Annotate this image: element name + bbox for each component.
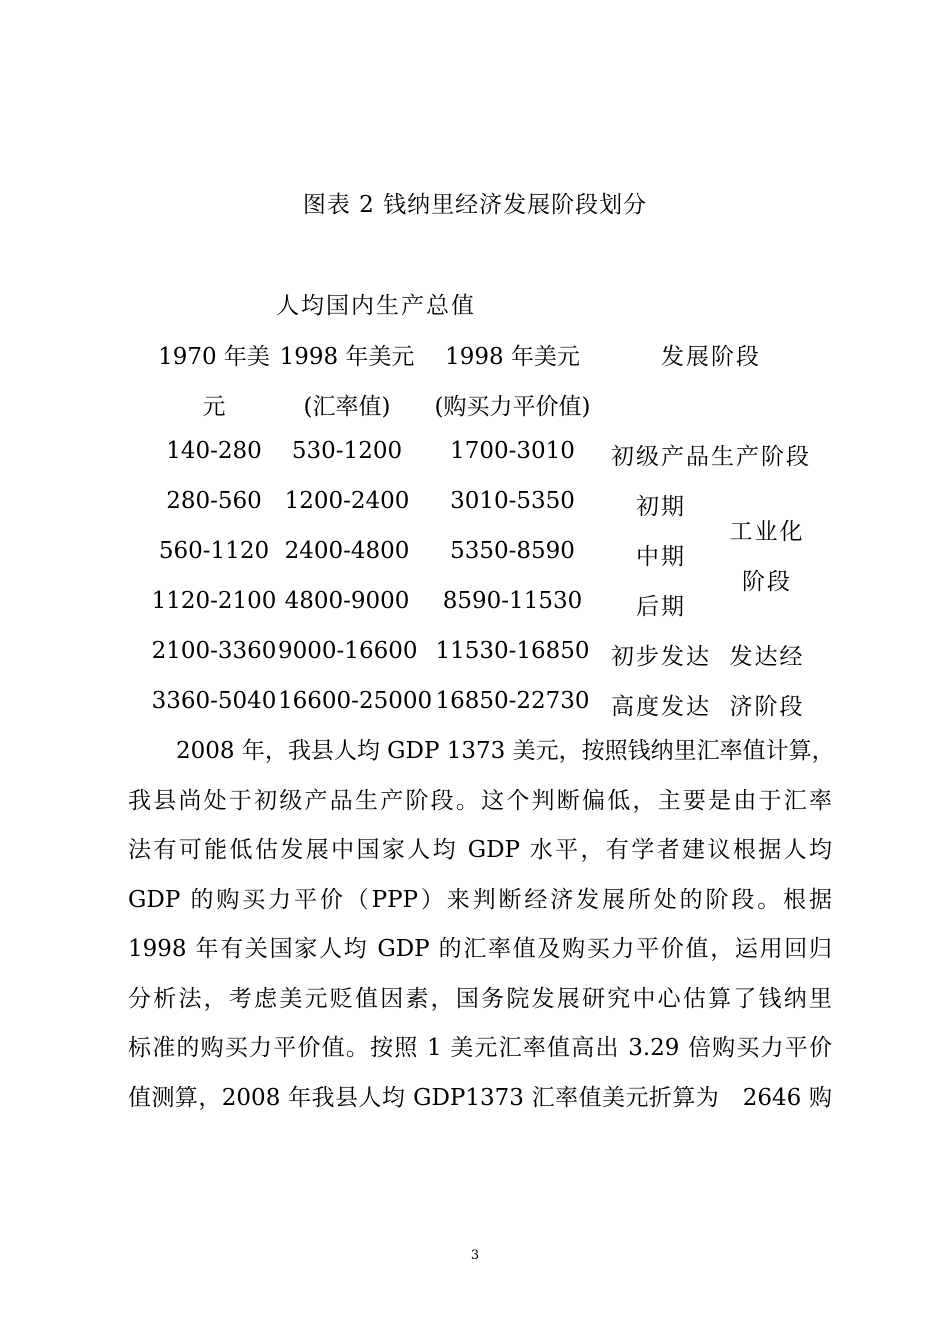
paragraph-line: 分析法，考虑美元贬值因素，国务院发展研究中心估算了钱纳里 <box>128 985 832 1012</box>
paragraph-line: 标准的购买力平价值。按照 1 美元汇率值高出 3.29 倍购买力平价 <box>128 1035 832 1061</box>
column-header-stage: 发展阶段 <box>661 344 761 370</box>
table-cell: 1120-2100 <box>151 588 277 614</box>
group-label-industrial-2: 阶段 <box>742 569 792 595</box>
column-header-1970-unit: 元 <box>202 394 226 420</box>
column-header-ppp-note: (购买力平价值) <box>434 394 591 420</box>
column-header-1998-exchange: 1998 年美元 <box>279 344 415 370</box>
paragraph-line: 值测算，2008 年我县人均 GDP1373 汇率值美元折算为 2646 购 <box>128 1084 832 1111</box>
table-cell: 1200-2400 <box>284 488 410 514</box>
table-cell: 3360-5040 <box>151 688 277 714</box>
table-cell: 2400-4800 <box>284 538 410 564</box>
group-label-developed: 发达经 <box>729 644 805 670</box>
table-cell-stage: 中期 <box>636 544 686 570</box>
paragraph-line: 1998 年有关国家人均 GDP 的汇率值及购买力平价值，运用回归 <box>128 936 832 962</box>
table-cell-stage: 后期 <box>636 594 686 620</box>
table-cell: 560-1120 <box>158 538 270 564</box>
table-cell: 280-560 <box>166 488 262 514</box>
table-cell: 140-280 <box>166 438 262 464</box>
table-cell: 1700-3010 <box>450 438 575 464</box>
table-cell: 2100-3360 <box>151 638 277 664</box>
column-header-exchange-note: (汇率值) <box>303 394 391 420</box>
column-header-1970: 1970 年美 <box>158 344 270 370</box>
table-cell: 4800-9000 <box>284 588 410 614</box>
table-group-header: 人均国内生产总值 <box>276 293 476 319</box>
table-cell-stage: 初步发达 <box>611 644 711 670</box>
group-label-developed-2: 济阶段 <box>729 694 805 720</box>
table-cell: 3010-5350 <box>450 488 575 514</box>
group-label-industrial: 工业化 <box>729 519 805 545</box>
table-cell-stage: 初级产品生产阶段 <box>611 444 811 470</box>
column-header-1998-ppp: 1998 年美元 <box>445 344 580 370</box>
page-number: 3 <box>470 1248 480 1263</box>
paragraph-line: 我县尚处于初级产品生产阶段。这个判断偏低，主要是由于汇率 <box>128 787 832 814</box>
table-cell-stage: 高度发达 <box>611 694 711 720</box>
paragraph-line: 2008 年，我县人均 GDP 1373 美元，按照钱纳里汇率值计算， <box>176 738 835 764</box>
table-cell: 16850-22730 <box>435 688 590 714</box>
table-cell-stage: 初期 <box>636 494 686 520</box>
table-cell: 11530-16850 <box>435 638 590 664</box>
body-paragraph <box>128 727 835 1123</box>
table-cell: 5350-8590 <box>450 538 575 564</box>
table-cell: 16600-25000 <box>278 688 433 714</box>
paragraph-line: 法有可能低估发展中国家人均 GDP 水平，有学者建议根据人均 <box>128 837 832 863</box>
table-cell: 9000-16600 <box>278 638 418 664</box>
paragraph-line: GDP 的购买力平价（PPP）来判断经济发展所处的阶段。根据 <box>128 886 832 913</box>
table-cell: 8590-11530 <box>442 588 583 614</box>
figure-caption: 图表 2 钱纳里经济发展阶段划分 <box>302 192 648 218</box>
table-cell: 530-1200 <box>291 438 403 464</box>
